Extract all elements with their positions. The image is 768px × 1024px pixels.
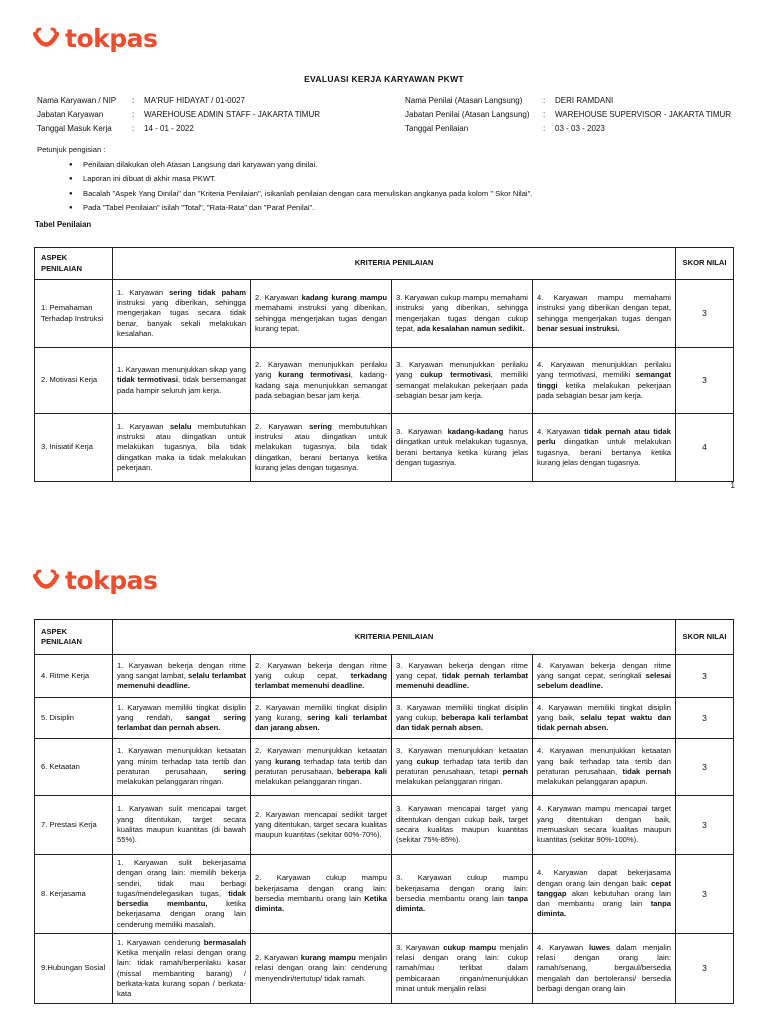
kriteria-cell: 3. Karyawan cukup mampu memahami instruksi yang diberikan, sehingga mengerjakan tugas dengan cukup tepat, ada kesalahan namun sedikit. [392,280,533,348]
header-skor: SKOR NILAI [676,620,734,655]
table-row [35,855,734,934]
kriteria-cell: 4. Karyawan menunjukkan perilaku yang termotivasi, memiliki semangat tinggi ketika melakukan pekerjaan pada sebagian besar jam kerja. [533,348,676,414]
evaluator-info-row [405,108,731,122]
employee-info [37,94,320,136]
kriteria-cell: 4. Karyawan menunjukkan ketaatan yang baik terhadap tata tertib dan peraturan perusahaan, tidak pernah melakukan pelanggaran apapun. [533,739,676,796]
kriteria-cell: 2. Karyawan memiliki tingkat disiplin yang kurang, sering kali terlambat dan jarang absen. [251,698,392,739]
evaluator-info-value: DERI RAMDANI [555,96,614,105]
kriteria-cell: 4. Karyawan bekerja dengan ritme yang sangat cepat, seringkali selesai sebelum deadline. [533,655,676,698]
header-aspek: ASPEK PENILAIAN [35,620,113,655]
kriteria-cell: 3. Karyawan menunjukkan perilaku yang cukup termotivasi, memiliki semangat melakukan pekerjaan pada sebagian besar jam kerja. [392,348,533,414]
assessment-table-page-1 [34,247,734,482]
kriteria-cell: 2. Karyawan mencapai sedikit target yang ditentukan, target secara kualitas maupun kuantitas (sekitar 60%-70%). [251,796,392,855]
aspek-cell: 5. Disiplin [35,698,113,739]
employee-info-value: 14 - 01 - 2022 [144,124,194,133]
kriteria-cell: 2. Karyawan menunjukkan ketaatan yang kurang terhadap tata tertib dan peraturan perusahaan, beberapa kali melakukan pelanggaran ringan. [251,739,392,796]
kriteria-cell: 4. Karyawan luwes dalam menjalin relasi dengan orang lain: ramah/senang, bergaul/bersedia mengalah dan bertoleransi/ bersedia berbagi dengan orang lain [533,934,676,1004]
colon: : [132,110,135,119]
brand-logo [33,24,157,53]
header-skor: SKOR NILAI [676,248,734,280]
aspek-cell: 4. Ritme Kerja [35,655,113,698]
brand-name: tokpas [65,24,158,53]
kriteria-cell: 1. Karyawan selalu membutuhkan instruksi atau diingatkan untuk melakukan tugasnya, bila tidak diingatkan maka ia tidak melakukan pekerjaan. [113,414,251,482]
table-row [35,655,734,698]
aspek-cell: 3. Inisiatif Kerja [35,414,113,482]
header-kriteria: KRITERIA PENILAIAN [113,248,676,280]
employee-info-label: Jabatan Karyawan [37,110,104,119]
kriteria-cell: 3. Karyawan cukup mampu menjalin relasi dengan orang lain: cukup ramah/mau terlibat dalam pembicaraan ringan/menunjukkan minat untuk menjalin relasi [392,934,533,1004]
kriteria-cell: 1. Karyawan sulit bekerjasama dengan orang lain: memilih bekerja sendiri, tidak mau berbagi tugas/mendelegasikan tugas, tidak bersedia membantu, ketika bekerjasama dengan orang lain cenderung memiliki masalah. [113,855,251,934]
colon: : [543,110,546,119]
aspek-cell: 7. Prestasi Kerja [35,796,113,855]
instructions [37,143,532,216]
header-aspek: ASPEK PENILAIAN [35,248,113,280]
table-row [35,796,734,855]
kriteria-cell: 2. Karyawan cukup mampu bekerjasama dengan orang lain: bersedia membantu orang lain Ketika diminta. [251,855,392,934]
kriteria-cell: 2. Karyawan bekerja dengan ritme yang cukup cepat, terkadang terlambat memenuhi deadline. [251,655,392,698]
aspek-cell: 1. Pemahaman Terhadap Instruksi [35,280,113,348]
skor-cell: 3 [676,280,734,348]
kriteria-cell: 2. Karyawan kadang kurang mampu memahami instruksi yang diberikan, sehingga mengerjakan tugas dengan kurang tepat. [251,280,392,348]
kriteria-cell: 1. Karyawan menunjukkan ketaatan yang minim terhadap tata tertib dan peraturan perusahaan, sering melakukan pelanggaran ringan. [113,739,251,796]
kriteria-cell: 1. Karyawan bekerja dengan ritme yang sangat lambat, selalu terlambat memenuhi deadline. [113,655,251,698]
evaluator-info-value: 03 - 03 - 2023 [555,124,605,133]
kriteria-cell: 3. Karyawan kadang-kadang harus diingatkan untuk melakukan tugasnya, berani bertanya ketika kurang jelas dengan tugasnya. [392,414,533,482]
instruction-item: ● Laporan ini dibuat di akhir masa PKWT. [83,172,532,187]
skor-cell: 3 [676,348,734,414]
table-row [35,698,734,739]
table-row [35,414,734,482]
aspek-cell: 2. Motivasi Kerja [35,348,113,414]
employee-info-label: Nama Karyawan / NIP [37,96,117,105]
brand-logo-page-2 [33,566,157,595]
kriteria-cell: 2. Karyawan menunjukkan perilaku yang kurang termotivasi, kadang-kadang saja menunjukkan semangat pada sebagian besar jam kerja. [251,348,392,414]
colon: : [132,124,135,133]
employee-info-row [37,94,320,108]
kriteria-cell: 2. Karyawan kurang mampu menjalin relasi dengan orang lain: cenderung menyendiri/tertutup/ tidak ramah. [251,934,392,1004]
kriteria-cell: 1. Karyawan sering tidak paham instruksi yang diberikan, sehingga mengerjakan tugas secara tidak benar, banyak sekali melakukan kesalahan. [113,280,251,348]
aspek-cell: 6. Ketaatan [35,739,113,796]
kriteria-cell: 3. Karyawan memiliki tingkat disiplin yang cukup, beberapa kali terlambat dan tidak pernah absen. [392,698,533,739]
kriteria-cell: 4. Karyawan tidak pernah atau tidak perlu diingatkan untuk melakukan tugasnya, berani bertanya ketika kurang jelas dengan tugasnya. [533,414,676,482]
instructions-list [37,158,532,216]
kriteria-cell: 3. Karyawan cukup mampu bekerjasama dengan orang lain: bersedia membantu orang lain tanpa diminta. [392,855,533,934]
employee-info-label: Tanggal Masuk Kerja [37,124,112,133]
colon: : [132,96,135,105]
table-row [35,280,734,348]
aspek-cell: 9.Hubungan Sosial [35,934,113,1004]
evaluator-info-value: WAREHOUSE SUPERVISOR - JAKARTA TIMUR [555,110,732,119]
kriteria-cell: 4. Karyawan mampu memahami instruksi yang diberikan dengan tepat, sehingga mengerjakan tugas dengan benar sesuai instruksi. [533,280,676,348]
skor-cell: 4 [676,414,734,482]
skor-cell: 3 [676,796,734,855]
document-title: EVALUASI KERJA KARYAWAN PKWT [304,74,464,84]
evaluator-info-label: Jabatan Penilai (Atasan Langsung) [405,110,530,119]
skor-cell: 3 [676,934,734,1004]
evaluator-info-row [405,94,731,108]
aspek-cell: 8. Kerjasama [35,855,113,934]
kriteria-cell: 1. Karyawan menunjukkan sikap yang tidak termotivasi, tidak bersemangat pada hampir seluruh jam kerja. [113,348,251,414]
table-row [35,348,734,414]
colon: : [543,124,546,133]
kriteria-cell: 4. Karyawan mampu mencapai target yang ditentukan dengan baik, memuaskan secara kualitas maupun kuantitas (sekitar 90%-100%). [533,796,676,855]
evaluator-info [405,94,731,136]
colon: : [543,96,546,105]
table-row [35,739,734,796]
page-number: 1 [730,481,735,490]
brand-name: tokpas [65,566,158,595]
table-row [35,934,734,1004]
employee-info-value: WAREHOUSE ADMIN STAFF - JAKARTA TIMUR [144,110,321,119]
instructions-title: Petunjuk pengisian : [37,145,106,154]
header-kriteria: KRITERIA PENILAIAN [113,620,676,655]
kriteria-cell: 1. Karyawan memiliki tingkat disiplin yang rendah, sangat sering terlambat dan pernah absen. [113,698,251,739]
kriteria-cell: 1. Karyawan sulit mencapai target yang ditentukan, target secara kualitas maupun kuantitas (di bawah 55%). [113,796,251,855]
skor-cell: 3 [676,739,734,796]
skor-cell: 3 [676,655,734,698]
evaluator-info-label: Tanggal Penilaian [405,124,469,133]
skor-cell: 3 [676,855,734,934]
kriteria-cell: 3. Karyawan menunjukkan ketaatan yang cukup terhadap tata tertib dan peraturan perusahaan, tetapi pernah melakukan pelanggaran ringan. [392,739,533,796]
kriteria-cell: 3. Karyawan bekerja dengan ritme yang cepat, tidak pernah terlambat memenuhi deadline. [392,655,533,698]
employee-info-value: MA'RUF HIDAYAT / 01-0027 [144,96,245,105]
skor-cell: 3 [676,698,734,739]
shopping-bag-icon [33,27,59,51]
evaluator-info-row [405,122,731,136]
employee-info-row [37,108,320,122]
kriteria-cell: 4. Karyawan memiliki tingkat disiplin yang baik, selalu tepat waktu dan tidak pernah absen. [533,698,676,739]
kriteria-cell: 2. Karyawan sering membutuhkan instruksi atau diingatkan untuk melakukan tugasnya, bila tidak diingatkan, berani bertanya ketika kurang jelas dengan tugasnya. [251,414,392,482]
instruction-item: ● Pada "Tabel Penilaian" isilah "Total", "Rata-Rata" dan "Paraf Penilai". [83,201,532,216]
instruction-item: ● Penilaian dilakukan oleh Atasan Langsung dari karyawan yang dinilai. [83,158,532,173]
shopping-bag-icon [33,569,59,593]
table-label: Tabel Penilaian [35,220,92,229]
employee-info-row [37,122,320,136]
evaluator-info-label: Nama Penilai (Atasan Langsung) [405,96,523,105]
kriteria-cell: 4. Karyawan dapat bekerjasama dengan orang lain dengan baik: cepat tanggap akan kebutuhan orang lain dan membantu orang lain tanpa diminta. [533,855,676,934]
instruction-item: ● Bacalah "Aspek Yang Dinilai" dan "Kriteria Penilaian", isikanlah penilaian dengan cara menuliskan angkanya pada kolom " Skor Nilai". [83,187,532,202]
kriteria-cell: 3. Karyawan mencapai target yang ditentukan dengan cukup baik, target secara kualitas maupun kuantitas (sekitar 75%-85%). [392,796,533,855]
assessment-table-page-2 [34,619,734,1004]
kriteria-cell: 1. Karyawan cenderung bermasalah Ketika menjalin relasi dengan orang lain: tidak ramah/berperilaku kasar (missal membanting barang) / berkata-kata kurang sopan / berkata-kata [113,934,251,1004]
